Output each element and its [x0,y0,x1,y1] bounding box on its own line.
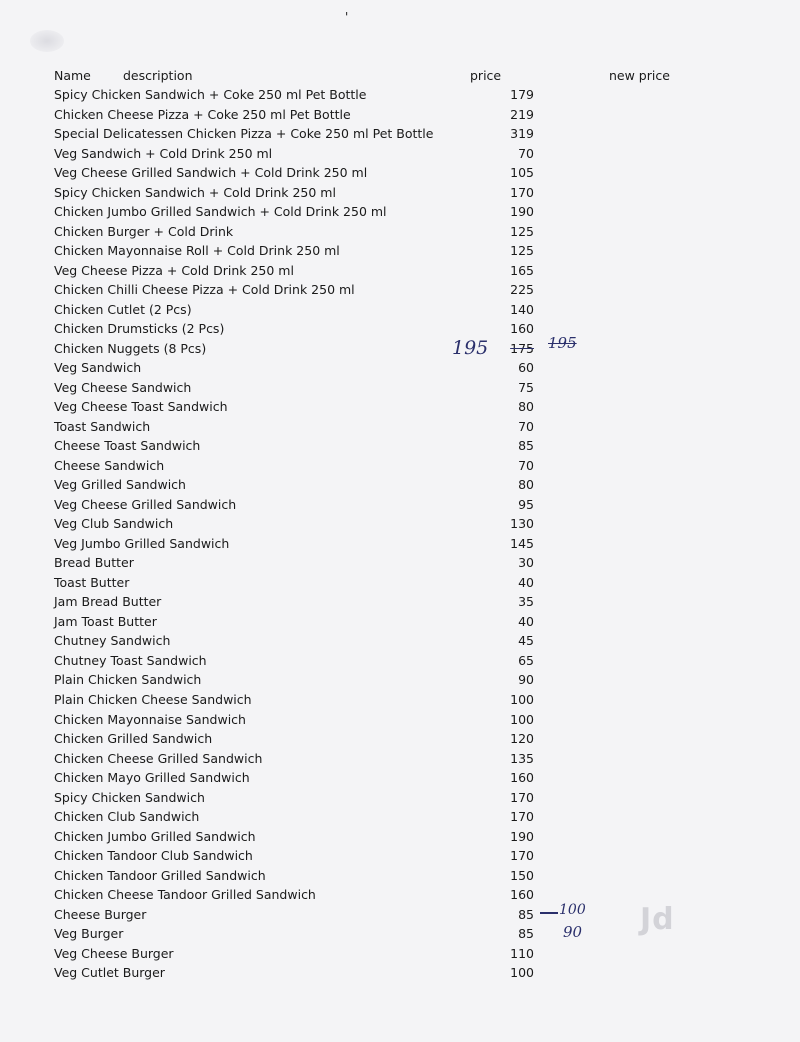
header-name: Name [54,68,91,83]
table-row [0,359,800,379]
item-price: 45 [518,633,534,649]
item-price: 85 [518,926,534,942]
item-name: Veg Cheese Sandwich [54,379,192,395]
table-row [0,632,800,652]
item-name: Spicy Chicken Sandwich + Coke 250 ml Pet Bottle [54,87,367,102]
price-table [0,86,800,984]
item-price: 80 [518,477,534,493]
item-name: Chicken Cheese Tandoor Grilled Sandwich [54,887,316,903]
table-row [0,125,800,145]
table-row [0,515,800,535]
item-name: Spicy Chicken Sandwich [54,789,205,805]
item-name: Toast Sandwich [54,418,151,434]
item-name: Chutney Sandwich [54,633,171,649]
table-row [0,106,800,126]
item-price: 40 [518,613,534,629]
item-name: Plain Chicken Cheese Sandwich [54,691,252,707]
item-name: Chicken Burger + Cold Drink [54,223,234,239]
item-name: Jam Bread Butter [54,594,162,610]
item-name: Chicken Jumbo Grilled Sandwich [54,828,256,844]
item-price: 70 [518,457,534,473]
table-row [0,730,800,750]
table-row [0,886,800,906]
table-row [0,847,800,867]
top-mark: ' [345,10,349,24]
table-row [0,398,800,418]
table-row [0,262,800,282]
table-row [0,964,800,984]
item-name: Cheese Sandwich [54,457,165,473]
table-row [0,925,800,945]
header-description: description [123,68,193,83]
item-price: 30 [518,555,534,571]
item-price: 140 [510,301,534,317]
table-row [0,320,800,340]
item-name: Chicken Tandoor Club Sandwich [54,848,253,864]
item-name: Chicken Mayonnaise Roll + Cold Drink 250 ml [54,243,340,259]
table-row [0,652,800,672]
item-name: Chicken Cheese Pizza + Coke 250 ml Pet Bottle [54,106,351,122]
table-row [0,242,800,262]
item-name: Jam Toast Butter [54,613,157,629]
table-row [0,671,800,691]
item-price: 135 [510,750,534,766]
item-price: 100 [510,711,534,727]
table-row [0,535,800,555]
item-price: 120 [510,731,534,747]
item-name: Veg Cheese Grilled Sandwich [54,496,237,512]
table-row [0,828,800,848]
item-name: Chicken Jumbo Grilled Sandwich + Cold Drink 250 ml [54,204,387,220]
table-row [0,613,800,633]
item-name: Plain Chicken Sandwich [54,672,202,688]
item-price: 175 [510,340,534,356]
item-price: 60 [518,360,534,376]
table-row [0,437,800,457]
item-price: 105 [510,165,534,181]
item-name: Chicken Mayo Grilled Sandwich [54,770,250,786]
item-name: Chutney Toast Sandwich [54,652,207,668]
item-price: 125 [510,243,534,259]
table-row [0,769,800,789]
table-row [0,789,800,809]
item-name: Chicken Drumsticks (2 Pcs) [54,321,225,337]
table-row [0,301,800,321]
table-row [0,86,800,106]
item-name: Chicken Chilli Cheese Pizza + Cold Drink 250 ml [54,282,355,298]
item-name: Veg Sandwich [54,360,142,376]
table-row [0,691,800,711]
item-name: Bread Butter [54,555,134,571]
item-name: Veg Cutlet Burger [54,965,165,981]
item-name: Veg Jumbo Grilled Sandwich [54,535,230,551]
item-price: 190 [510,828,534,844]
table-row [0,711,800,731]
item-name: Chicken Nuggets (8 Pcs) [54,340,207,356]
table-row [0,476,800,496]
item-price: 65 [518,652,534,668]
header-price: price [470,68,502,83]
item-price: 170 [510,184,534,200]
handwritten-veg-burger-new-price: 90 [563,923,583,941]
table-row [0,750,800,770]
item-price: 219 [510,106,534,122]
table-row [0,574,800,594]
header-new-price: new price [609,68,670,83]
item-price: 150 [510,867,534,883]
table-row [0,145,800,165]
table-row [0,554,800,574]
table-row [0,906,800,926]
item-price: 95 [518,496,534,512]
item-price: 70 [518,418,534,434]
item-price: 125 [510,223,534,239]
item-name: Veg Sandwich + Cold Drink 250 ml [54,145,273,161]
item-price: 225 [510,282,534,298]
paper-smudge [30,30,64,52]
item-name: Chicken Club Sandwich [54,809,200,825]
handwritten-dash [540,912,558,914]
handwritten-nuggets-new-price: 195 [452,337,489,359]
table-row [0,340,800,360]
table-row [0,418,800,438]
item-price: 90 [518,672,534,688]
table-row [0,164,800,184]
table-row [0,867,800,887]
item-price: 190 [510,204,534,220]
watermark-logo: Jd [640,902,675,937]
item-price: 170 [510,848,534,864]
item-price: 75 [518,379,534,395]
item-name: Cheese Toast Sandwich [54,438,201,454]
item-price: 170 [510,789,534,805]
item-name: Veg Club Sandwich [54,516,174,532]
item-price: 160 [510,887,534,903]
table-row [0,593,800,613]
item-price: 170 [510,809,534,825]
item-name: Chicken Tandoor Grilled Sandwich [54,867,266,883]
table-row [0,808,800,828]
table-row [0,281,800,301]
item-name: Chicken Cheese Grilled Sandwich [54,750,263,766]
item-price: 160 [510,770,534,786]
item-name: Chicken Grilled Sandwich [54,731,213,747]
item-name: Veg Cheese Burger [54,945,174,961]
item-price: 100 [510,965,534,981]
item-name: Special Delicatessen Chicken Pizza + Coke 250 ml Pet Bottle [54,126,434,142]
item-name: Veg Cheese Toast Sandwich [54,399,228,415]
handwritten-nuggets-struck-price: 195 [548,334,577,352]
item-price: 35 [518,594,534,610]
item-price: 319 [510,126,534,142]
item-name: Cheese Burger [54,906,147,922]
table-row [0,945,800,965]
item-price: 70 [518,145,534,161]
item-name: Toast Butter [54,574,130,590]
item-price: 85 [518,438,534,454]
item-name: Veg Cheese Pizza + Cold Drink 250 ml [54,262,294,278]
item-price: 179 [510,87,534,102]
table-row [0,184,800,204]
item-name: Veg Burger [54,926,124,942]
item-name: Spicy Chicken Sandwich + Cold Drink 250 ml [54,184,336,200]
item-name: Veg Cheese Grilled Sandwich + Cold Drink 250 ml [54,165,368,181]
item-price: 165 [510,262,534,278]
item-price: 80 [518,399,534,415]
table-row [0,496,800,516]
item-price: 130 [510,516,534,532]
table-row [0,223,800,243]
item-price: 145 [510,535,534,551]
item-price: 100 [510,691,534,707]
item-price: 85 [518,906,534,922]
table-row [0,203,800,223]
table-row [0,379,800,399]
item-name: Veg Grilled Sandwich [54,477,186,493]
handwritten-cheese-burger-new-price: 100 [559,902,586,918]
item-price: 160 [510,321,534,337]
table-row [0,457,800,477]
item-name: Chicken Mayonnaise Sandwich [54,711,246,727]
item-price: 110 [510,945,534,961]
item-name: Chicken Cutlet (2 Pcs) [54,301,192,317]
item-price: 40 [518,574,534,590]
